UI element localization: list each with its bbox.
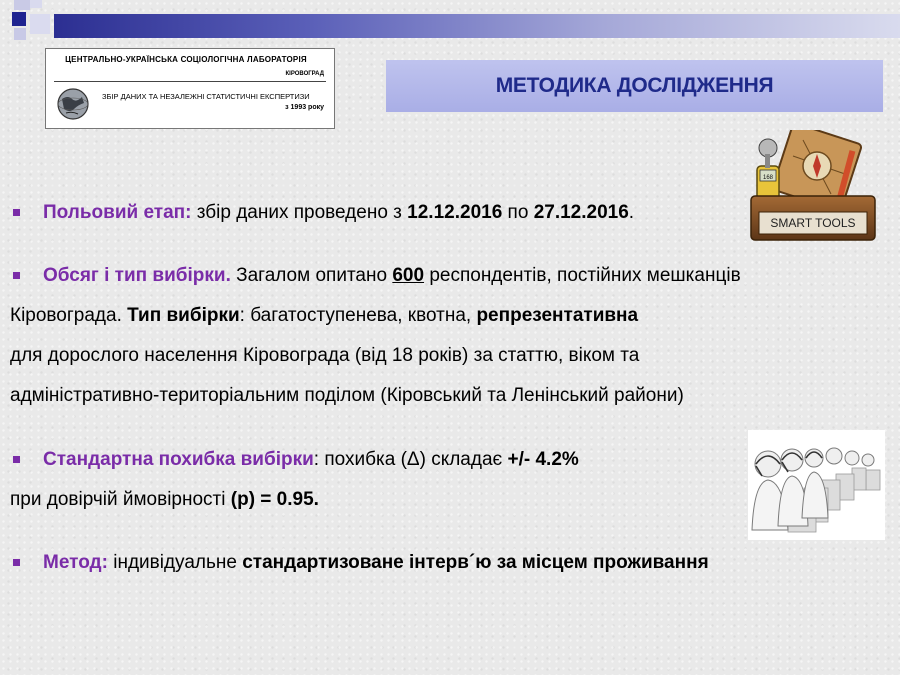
bullet-marker (13, 272, 20, 279)
confidence-value: (р) = 0.95. (230, 489, 319, 510)
sample-type-label: Тип вибірки (127, 305, 240, 326)
field-stage-text: збір даних проведено з (191, 202, 408, 223)
respondent-count: 600 (392, 265, 425, 286)
sample-line-3: для дорослого населення Кіровограда (від 18 років) за статтю, віком та (10, 345, 640, 366)
sample-type-text: : багатоступенева, квотна, (239, 305, 477, 326)
call-center-image (748, 430, 885, 540)
title-banner (386, 60, 883, 112)
logo-city: КІРОВОГРАД (285, 71, 324, 77)
deco-square (30, 0, 42, 8)
sample-text-2: респондентів, постійних мешканців (424, 265, 741, 286)
logo-organization: ЦЕНТРАЛЬНО-УКРАЇНСЬКА СОЦІОЛОГІЧНА ЛАБОРАТОРІЯ (65, 55, 307, 64)
method-label: Метод: (43, 552, 108, 573)
sample-representative: репрезентативна (476, 305, 639, 326)
svg-text:168: 168 (762, 175, 774, 181)
bullet-marker (13, 456, 20, 463)
bullet-marker (13, 209, 20, 216)
toolbox-label: SMART TOOLS (770, 216, 856, 230)
bullet-field-stage (43, 202, 634, 224)
deco-square (14, 28, 26, 40)
method-text: індивідуальне (107, 552, 243, 573)
logo-tagline: ЗБІР ДАНИХ ТА НЕЗАЛЕЖНІ СТАТИСТИЧНІ ЕКСПЕРТИЗИ (102, 92, 310, 101)
bullet-sample-size (43, 265, 741, 287)
header-bar (54, 14, 900, 38)
smart-tools-image (745, 130, 880, 246)
error-text: : похибка (Δ) складає (313, 449, 508, 470)
field-stage-label: Польовий етап: (43, 202, 192, 223)
sample-text: Загалом опитано (230, 265, 393, 286)
sample-label: Обсяг і тип вибірки. (43, 265, 231, 286)
bullet-sampling-error (43, 449, 579, 471)
confidence-text: при довірчій ймовірності (10, 489, 231, 510)
error-label: Стандартна похибка вибірки (43, 449, 314, 470)
end-date: 27.12.2016 (533, 202, 629, 223)
globe-icon (56, 87, 90, 121)
deco-square (14, 0, 30, 10)
field-stage-text-2: по (502, 202, 534, 223)
sample-line-2 (10, 305, 638, 327)
sample-city: Кіровограда. (10, 305, 128, 326)
logo-divider (54, 81, 326, 82)
start-date: 12.12.2016 (407, 202, 503, 223)
field-stage-text-3: . (628, 202, 635, 223)
deco-square (30, 14, 50, 34)
logo-since: з 1993 року (285, 104, 324, 111)
method-value: стандартизоване інтерв´ю за місцем проживання (242, 552, 709, 573)
bullet-method (43, 552, 709, 574)
sample-line-4: адміністративно-територіальним поділом (Кіровський та Ленінський райони) (10, 385, 684, 406)
error-line-2 (10, 489, 319, 511)
deco-square (12, 12, 26, 26)
organization-logo (45, 48, 335, 129)
bullet-marker (13, 559, 20, 566)
page-title: МЕТОДИКА ДОСЛІДЖЕННЯ (495, 74, 774, 97)
error-value: +/- 4.2% (507, 449, 579, 470)
